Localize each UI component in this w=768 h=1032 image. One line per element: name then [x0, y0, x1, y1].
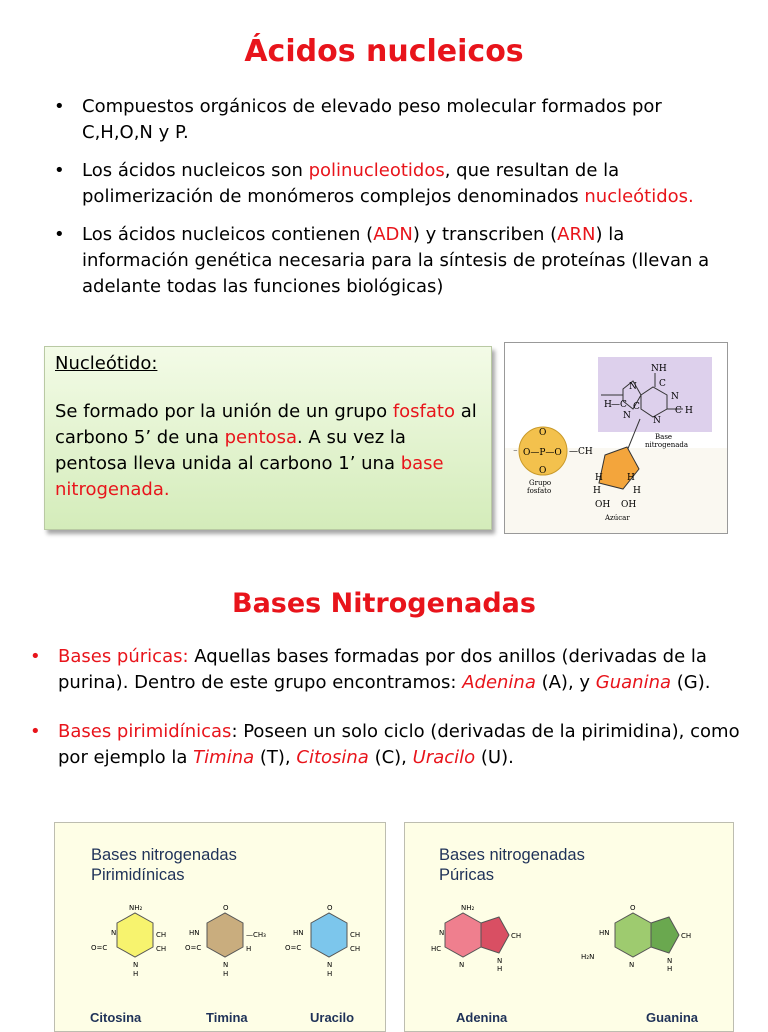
- bases-bullet-list: [30, 644, 750, 794]
- svg-text:H: H: [595, 473, 603, 483]
- svg-text:C: C: [675, 406, 682, 416]
- svg-text:H: H: [627, 473, 635, 483]
- svg-text:H₂N: H₂N: [581, 953, 595, 961]
- svg-text:O—P—O: O—P—O: [523, 448, 562, 458]
- svg-text:CH: CH: [156, 945, 167, 953]
- svg-text:nitrogenada: nitrogenada: [645, 441, 689, 449]
- svg-text:CH: CH: [156, 931, 167, 939]
- purine-panel: [404, 822, 734, 1032]
- list-item: • Los ácidos nucleicos contienen (ADN) y transcriben (ARN) la información genética necesaria para la síntesis de proteínas (llevan a adelante todas las funciones biológicas): [54, 222, 734, 300]
- svg-text:OH: OH: [595, 500, 611, 510]
- molecule-label: Timina: [206, 1010, 248, 1025]
- thymine-molecule: [185, 904, 266, 978]
- svg-text:N: N: [629, 961, 635, 969]
- molecule-label: Uracilo: [310, 1010, 355, 1025]
- svg-text:O=C: O=C: [91, 944, 108, 952]
- svg-text:Base: Base: [655, 433, 673, 441]
- list-item: • Bases pirimidínicas: Poseen un solo ciclo (derivadas de la pirimidina), como por ejemplo la Timina (T), Citosina (C), Uracilo (U).: [30, 719, 750, 771]
- section-title: Bases Nitrogenadas: [232, 588, 536, 619]
- panel-title: Bases nitrogenadas Pirimidínicas: [91, 846, 237, 884]
- uracil-molecule: [285, 904, 360, 978]
- svg-text:C: C: [633, 402, 640, 412]
- svg-text:O: O: [630, 904, 636, 912]
- svg-text:N: N: [629, 382, 637, 392]
- svg-text:⁻: ⁻: [513, 448, 518, 458]
- adenine-molecule: [431, 904, 521, 973]
- box-heading: Nucleótido:: [55, 353, 158, 374]
- svg-text:CH: CH: [681, 932, 692, 940]
- svg-text:N: N: [623, 411, 631, 421]
- svg-text:HC: HC: [431, 945, 442, 953]
- pyrimidine-panel: [54, 822, 386, 1032]
- svg-text:N: N: [671, 392, 679, 402]
- svg-text:O: O: [223, 904, 229, 912]
- svg-text:CH: CH: [350, 931, 361, 939]
- panel-title: Bases nitrogenadas Púricas: [439, 846, 585, 884]
- nh2-label: NH: [651, 364, 667, 374]
- svg-text:O=C: O=C: [285, 944, 302, 952]
- list-item: • Compuestos orgánicos de elevado peso molecular formados por C,H,O,N y P.: [54, 94, 734, 146]
- svg-text:N: N: [497, 957, 503, 965]
- svg-text:Azúcar: Azúcar: [605, 514, 630, 522]
- svg-text:O=C: O=C: [185, 944, 202, 952]
- nucleotide-structure-diagram: [504, 342, 728, 534]
- molecule-label: Adenina: [456, 1010, 508, 1025]
- svg-text:NH₂: NH₂: [461, 904, 475, 912]
- molecule-label: Guanina: [646, 1010, 699, 1025]
- svg-text:—CH: —CH: [569, 447, 593, 457]
- svg-text:N: N: [223, 961, 229, 969]
- svg-text:HN: HN: [293, 929, 304, 937]
- svg-text:H: H: [604, 400, 612, 410]
- svg-text:O: O: [539, 466, 547, 476]
- svg-text:CH: CH: [350, 945, 361, 953]
- svg-text:H: H: [246, 945, 252, 953]
- svg-text:N: N: [111, 929, 117, 937]
- svg-text:H: H: [633, 486, 641, 496]
- svg-text:N: N: [667, 957, 673, 965]
- svg-text:H: H: [667, 965, 673, 973]
- svg-text:N: N: [327, 961, 333, 969]
- svg-text:OH: OH: [621, 500, 637, 510]
- svg-text:N: N: [459, 961, 465, 969]
- svg-text:H: H: [497, 965, 503, 973]
- list-item: • Los ácidos nucleicos son polinucleotidos, que resultan de la polimerización de monómeros complejos denominados nucleótidos.: [54, 158, 734, 210]
- list-item: • Bases púricas: Aquellas bases formadas por dos anillos (derivadas de la purina). Dentro de este grupo encontramos: Adenina (A), y Guanina (G).: [30, 644, 750, 696]
- svg-text:O: O: [327, 904, 333, 912]
- svg-text:H: H: [133, 970, 139, 978]
- svg-text:—C: —C: [611, 400, 627, 410]
- svg-text:H: H: [327, 970, 333, 978]
- svg-text:N: N: [653, 416, 661, 426]
- guanine-molecule: [581, 904, 691, 973]
- svg-text:HN: HN: [599, 929, 610, 937]
- svg-text:fosfato: fosfato: [527, 487, 552, 495]
- svg-text:NH₂: NH₂: [129, 904, 143, 912]
- nucleotide-definition-box: Nucleótido: Se formado por la unión de un grupo fosfato al carbono 5’ de una pentosa. A su vez la pentosa lleva unida al carbono 1’ una base nitrogenada.: [44, 346, 492, 530]
- svg-text:H: H: [593, 486, 601, 496]
- svg-text:CH: CH: [511, 932, 522, 940]
- svg-text:H: H: [685, 406, 693, 416]
- svg-text:H: H: [223, 970, 229, 978]
- cytosine-molecule: [91, 904, 166, 978]
- svg-text:HN: HN: [189, 929, 200, 937]
- svg-text:N: N: [133, 961, 139, 969]
- svg-text:O: O: [539, 428, 547, 438]
- page-title: Ácidos nucleicos: [244, 34, 524, 69]
- svg-text:Grupo: Grupo: [529, 479, 552, 487]
- intro-bullet-list: [54, 94, 734, 312]
- svg-text:—CH₃: —CH₃: [246, 931, 266, 939]
- molecule-label: Citosina: [90, 1010, 142, 1025]
- svg-text:N: N: [439, 929, 445, 937]
- svg-text:C: C: [659, 379, 666, 389]
